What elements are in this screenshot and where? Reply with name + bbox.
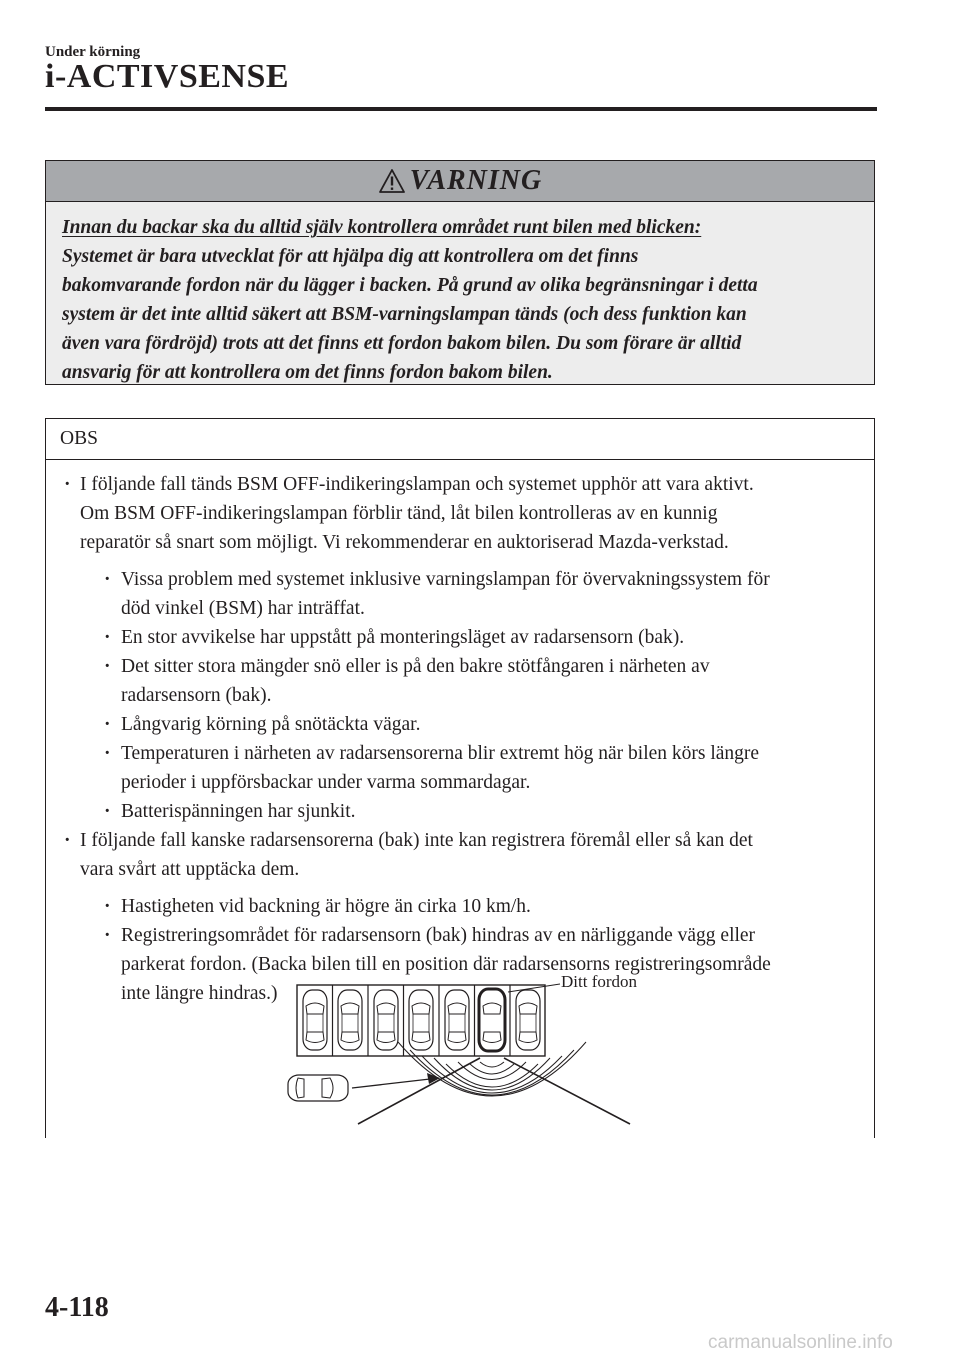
obs-header	[46, 419, 874, 460]
text-line: · Registreringsområdet för radarsensorn (bak) hindras av en närliggande vägg eller	[121, 925, 756, 946]
watermark: carmanualsonline.info	[708, 1332, 893, 1353]
obs-title: OBS	[60, 428, 98, 449]
sub-bullet-item	[62, 892, 860, 921]
text-line: · Det sitter stora mängder snö eller is på den bakre stötfångaren i närheten av	[121, 656, 710, 677]
text-line: död vinkel (BSM) har inträffat.	[121, 598, 365, 619]
warning-body	[46, 202, 874, 387]
warning-triangle-icon	[378, 168, 406, 194]
text-line: · Långvarig körning på snötäckta vägar.	[121, 714, 421, 735]
bullet-item	[62, 826, 860, 884]
sub-bullet-item	[62, 797, 860, 826]
sub-bullet-item	[62, 623, 860, 652]
warning-box	[45, 160, 875, 385]
passing-vehicle	[288, 1075, 348, 1101]
obs-body	[46, 460, 874, 1008]
warning-header	[46, 161, 874, 202]
page-title: i-ACTIVSENSE	[45, 58, 290, 95]
text-line: · I följande fall kanske radarsensorerna (bak) inte kan registrera föremål eller så kan det	[80, 830, 753, 851]
section-label: Under körning	[45, 44, 141, 60]
warning-line: ansvarig för att kontrollera om det finns fordon bakom bilen.	[62, 362, 553, 383]
sub-bullet-item	[62, 652, 860, 710]
page-number: 4-118	[45, 1292, 109, 1323]
warning-line: Systemet är bara utvecklat för att hjälpa dig att kontrollera om det finns	[62, 246, 639, 267]
warning-line: även vara fördröjd) trots att det finns ett fordon bakom bilen. Du som förare är alltid	[62, 333, 742, 354]
warning-title: VARNING	[409, 165, 543, 196]
text-line: inte längre hindras.)	[121, 983, 278, 1004]
text-line: reparatör så snart som möjligt. Vi rekommenderar en auktoriserad Mazda-verkstad.	[80, 532, 729, 553]
title-rule	[45, 107, 877, 111]
text-line: perioder i uppförsbackar under varma sommardagar.	[121, 772, 531, 793]
sub-bullet-item	[62, 565, 860, 623]
text-line: · Vissa problem med systemet inklusive varningslampan för övervakningssystem för	[121, 569, 770, 590]
warning-line: system är det inte alltid säkert att BSM-varningslampan tänds (och dess funktion kan	[62, 304, 747, 325]
sub-bullet-item	[62, 739, 860, 797]
text-line: · I följande fall tänds BSM OFF-indikeringslampan och systemet upphör att vara aktivt.	[80, 474, 754, 495]
warning-lead: Innan du backar ska du alltid själv kontrollera området runt bilen med blicken:	[62, 217, 702, 238]
text-line: vara svårt att upptäcka dem.	[80, 859, 300, 880]
text-line: · En stor avvikelse har uppstått på monteringsläget av radarsensorn (bak).	[121, 627, 685, 648]
text-line: radarsensorn (bak).	[121, 685, 272, 706]
text-line: Om BSM OFF-indikeringslampan förblir tänd, låt bilen kontrolleras av en kunnig	[80, 503, 718, 524]
own-vehicle	[479, 989, 505, 1051]
diagram-label-own-vehicle: Ditt fordon	[561, 972, 638, 991]
sub-bullet-item	[62, 710, 860, 739]
text-line: · Batterispänningen har sjunkit.	[121, 801, 356, 822]
warning-line: bakomvarande fordon när du lägger i backen. På grund av olika begränsningar i detta	[62, 275, 758, 296]
parking-diagram	[280, 972, 660, 1132]
text-line: · Hastigheten vid backning är högre än cirka 10 km/h.	[121, 896, 531, 917]
text-line: parkerat fordon. (Backa bilen till en position där radarsensorns registreringsområde	[121, 954, 771, 975]
text-line: · Temperaturen i närheten av radarsensorerna blir extremt hög när bilen körs längre	[121, 743, 760, 764]
bullet-item	[62, 470, 860, 557]
